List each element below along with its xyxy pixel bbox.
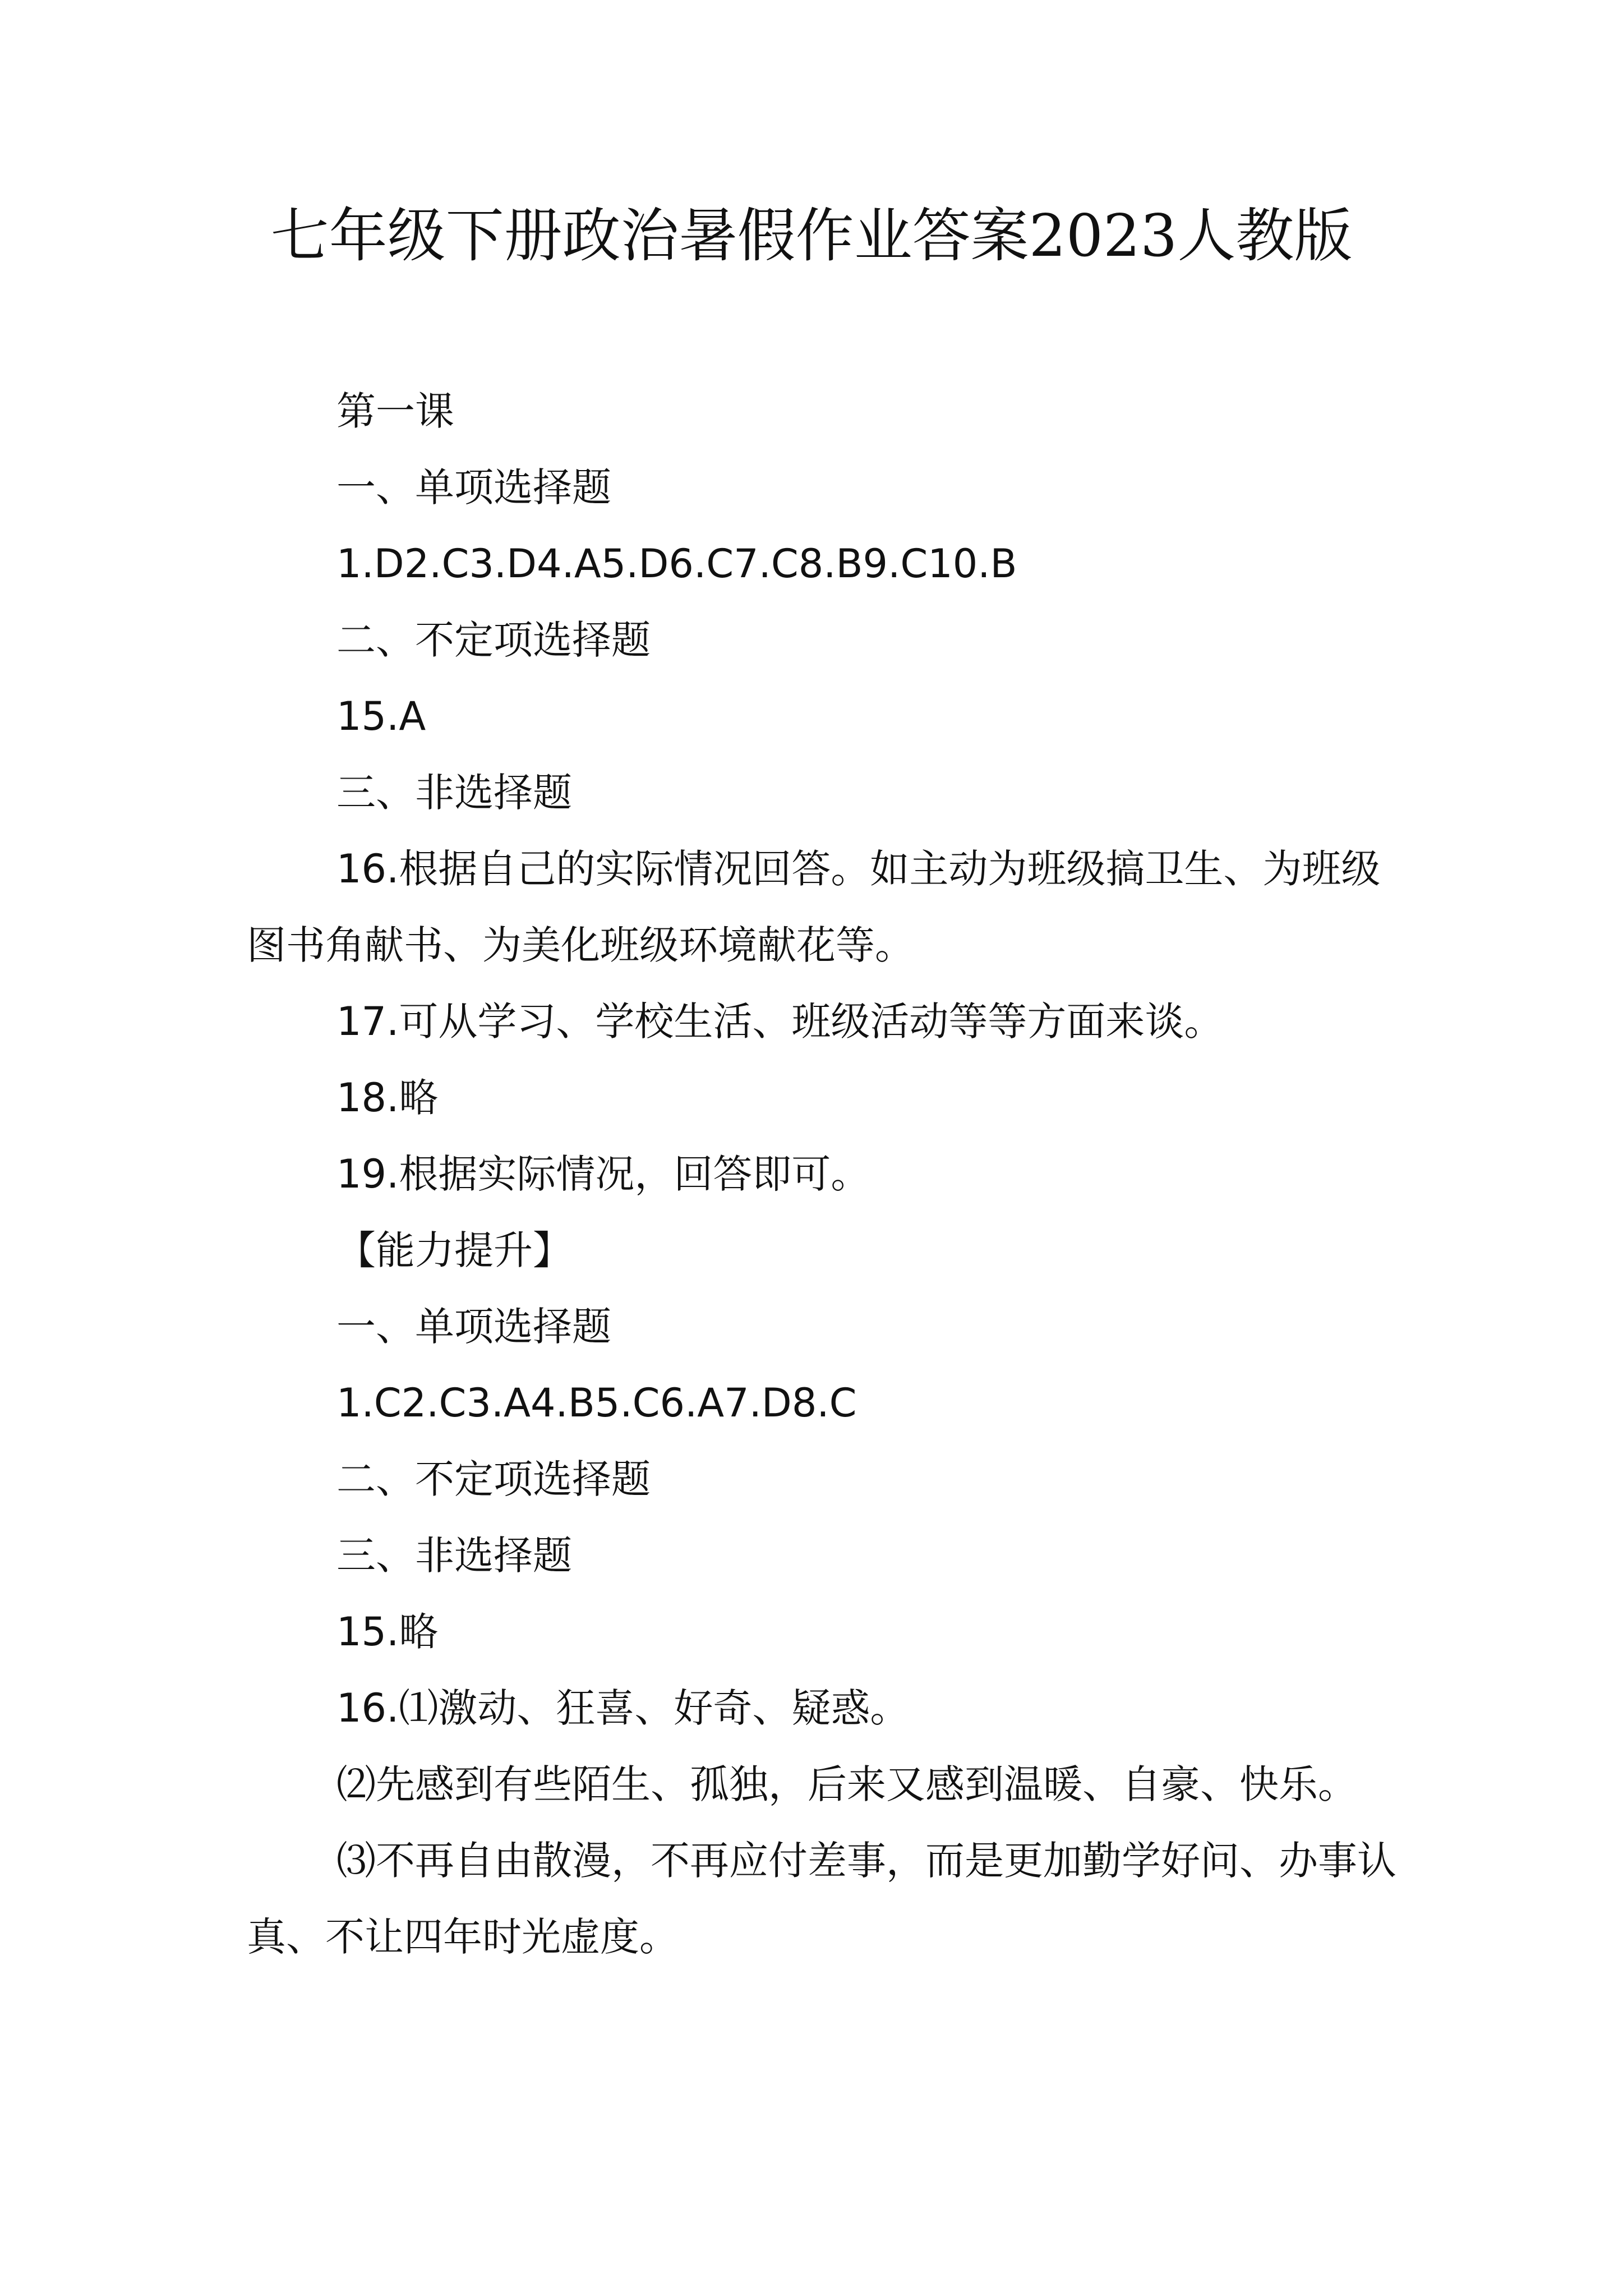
answer-line: 15.A: [336, 693, 426, 739]
answer-line: 1.C2.C3.A4.B5.C6.A7.D8.C: [336, 1380, 857, 1426]
question-type-heading: 三、非选择题: [336, 1533, 572, 1579]
section-heading: 【能力提升】: [336, 1227, 572, 1273]
answer-paragraph: ⑶不再自由散漫，不再应付差事，而是更加勤学好问、办事认真、不让四年时光虚度。: [247, 1838, 1396, 1960]
answer-line: 18.略: [336, 1075, 439, 1121]
answer-line: 16.⑴激动、狂喜、好奇、疑惑。: [336, 1685, 910, 1731]
document-title: 七年级下册政治暑假作业答案2023人教版: [270, 201, 1353, 270]
question-type-heading: 一、单项选择题: [336, 1304, 611, 1350]
answer-line: 17.可从学习、学校生活、班级活动等等方面来谈。: [336, 999, 1224, 1045]
document-body: [247, 373, 1399, 1975]
answer-line: 1.D2.C3.D4.A5.D6.C7.C8.B9.C10.B: [336, 541, 1017, 587]
section-heading: 第一课: [336, 388, 454, 434]
answer-paragraph: ⑵先感到有些陌生、孤独，后来又感到温暖、自豪、快乐。: [336, 1761, 1357, 1807]
question-type-heading: 三、非选择题: [336, 770, 572, 816]
answer-line: 19.根据实际情况，回答即可。: [336, 1151, 870, 1197]
question-type-heading: 二、不定项选择题: [336, 617, 651, 663]
answer-line: 15.略: [336, 1609, 439, 1655]
question-type-heading: 二、不定项选择题: [336, 1456, 651, 1502]
answer-paragraph: 16.根据自己的实际情况回答。如主动为班级搞卫生、为班级图书角献书、为美化班级环境献花等。: [247, 846, 1381, 968]
question-type-heading: 一、单项选择题: [336, 464, 611, 510]
